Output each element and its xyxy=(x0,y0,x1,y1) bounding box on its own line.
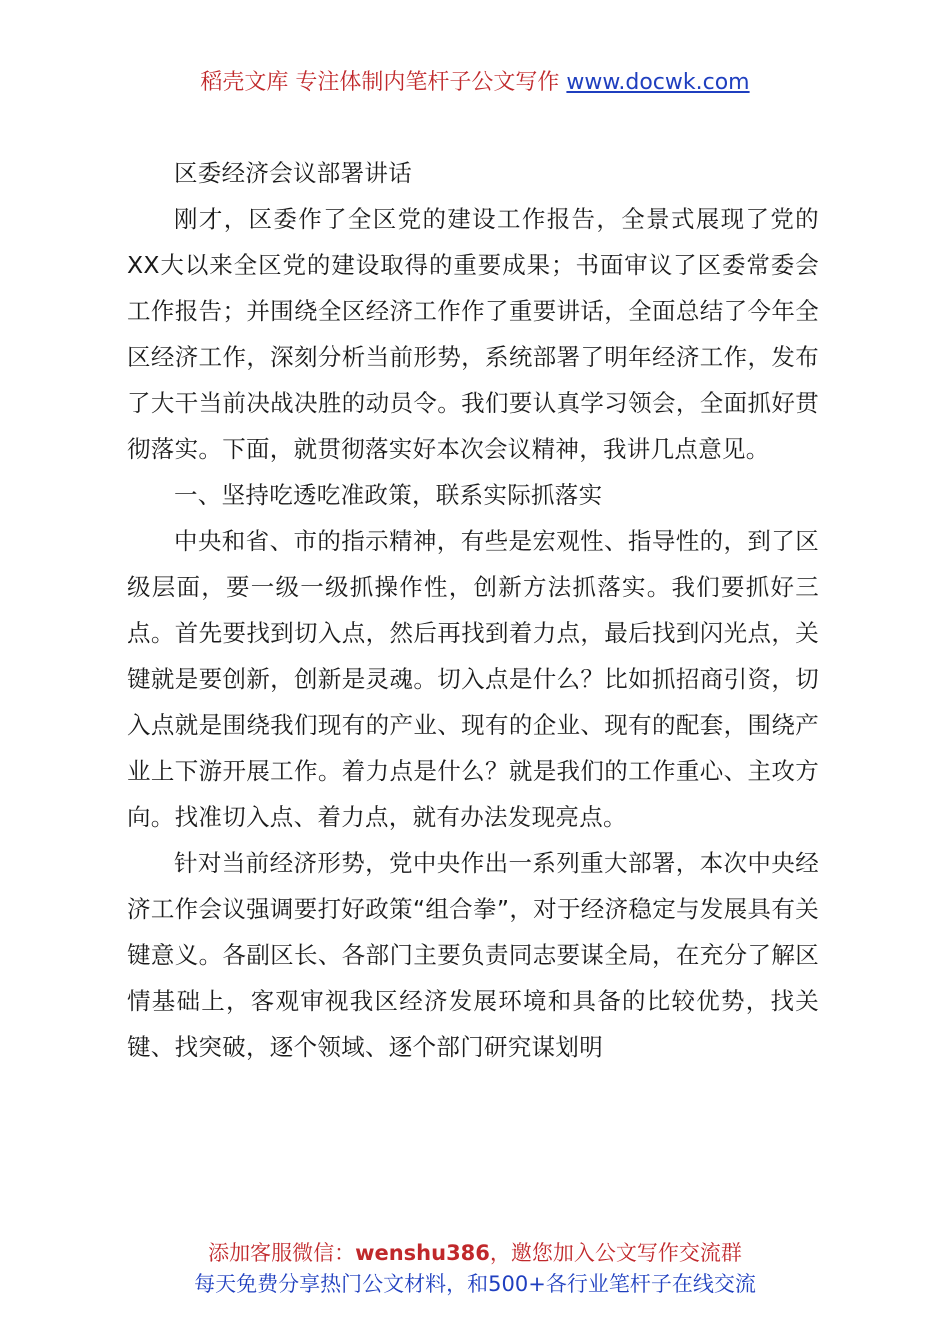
header-url-link[interactable]: www.docwk.com xyxy=(566,70,750,95)
footer-line-1 xyxy=(0,1238,950,1269)
footer-suffix: ，邀您加入公文写作交流群 xyxy=(489,1241,742,1265)
watermark-header xyxy=(0,68,950,98)
footer-prefix: 添加客服微信： xyxy=(208,1241,356,1265)
paragraph-3: 针对当前经济形势，党中央作出一系列重大部署，本次中央经济工作会议强调要打好政策“组合拳”，对于经济稳定与发展具有关键意义。各副区长、各部门主要负责同志要谋全局，在充分了解区情基础上，客观审视我区经济发展环境和具备的比较优势，找关键、找突破，逐个领域、逐个部门研究谋划明 xyxy=(127,849,819,1061)
section-heading-1: 一、坚持吃透吃准政策，联系实际抓落实 xyxy=(174,481,603,509)
footer-line-2: 每天免费分享热门公文材料，和500+各行业笔杆子在线交流 xyxy=(194,1272,756,1296)
paragraph-1: 刚才，区委作了全区党的建设工作报告，全景式展现了党的XX大以来全区党的建设取得的重要成果；书面审议了区委常委会工作报告；并围绕全区经济工作作了重要讲话，全面总结了今年全区经济工作，深刻分析当前形势，系统部署了明年经济工作，发布了大干当前决战决胜的动员令。我们要认真学习领会，全面抓好贯彻落实。下面，就贯彻落实好本次会议精神，我讲几点意见。 xyxy=(127,205,819,463)
document-body xyxy=(127,150,819,1070)
header-brand-text: 稻壳文库 专注体制内笔杆子公文写作 xyxy=(200,70,560,95)
wechat-id: wenshu386 xyxy=(355,1241,490,1265)
paragraph-2: 中央和省、市的指示精神，有些是宏观性、指导性的，到了区级层面，要一级一级抓操作性，创新方法抓落实。我们要抓好三点。首先要找到切入点，然后再找到着力点，最后找到闪光点，关键就是要创新，创新是灵魂。切入点是什么？比如抓招商引资，切入点就是围绕我们现有的产业、现有的企业、现有的配套，围绕产业上下游开展工作。着力点是什么？就是我们的工作重心、主攻方向。找准切入点、着力点，就有办法发现亮点。 xyxy=(127,527,819,831)
document-title: 区委经济会议部署讲话 xyxy=(174,159,412,187)
watermark-footer xyxy=(0,1238,950,1300)
